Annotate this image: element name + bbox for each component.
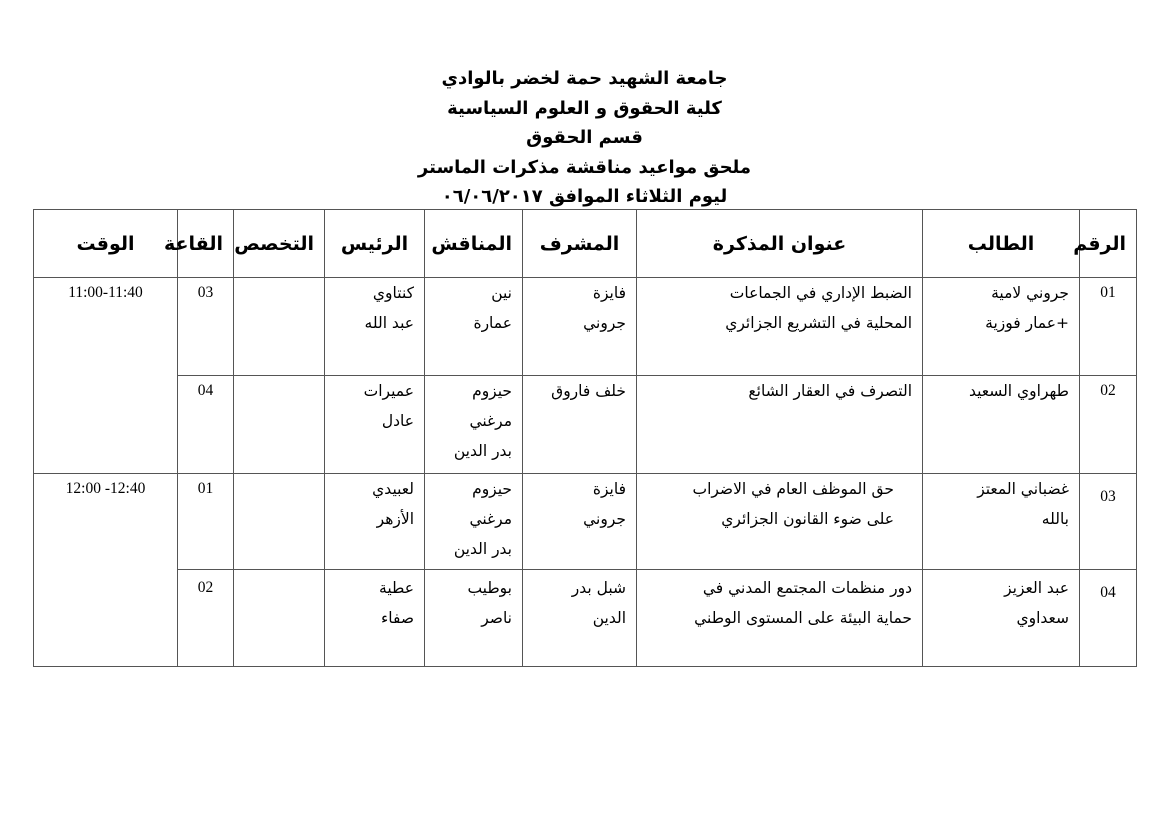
thesis-line: التصرف في العقار الشائع: [748, 382, 912, 400]
row-examiner: [425, 376, 523, 474]
col-header-president: الرئيس: [325, 210, 425, 278]
row-thesis: [637, 278, 923, 376]
row-examiner: [425, 278, 523, 376]
row-specialty: [234, 376, 325, 474]
document-date: ليوم الثلاثاء الموافق ٠٦/٠٦/٢٠١٧: [441, 186, 728, 207]
col-header-num: الرقم: [1080, 210, 1137, 278]
examiner-line: بدر الدين: [453, 540, 512, 558]
department-name: قسم الحقوق: [526, 127, 643, 148]
header-row: [34, 210, 1137, 278]
time-slot-1: 11:00-11:40: [34, 278, 178, 474]
document-header: [0, 64, 1169, 212]
row-supervisor: [523, 474, 637, 570]
examiner-line: نين: [491, 284, 512, 302]
supervisor-line: فايزة: [592, 480, 626, 498]
faculty-name: كلية الحقوق و العلوم السياسية: [447, 97, 722, 119]
row-num-text: 04: [1100, 584, 1116, 601]
supervisor-line: جروني: [583, 314, 626, 332]
row-room: 03: [178, 278, 234, 376]
table-row: [34, 376, 1137, 474]
col-header-thesis: عنوان المذكرة: [637, 210, 923, 278]
student-line: طهراوي السعيد: [968, 382, 1069, 400]
supervisor-line: شبل بدر: [571, 579, 626, 597]
row-num: 01: [1080, 278, 1137, 376]
document-title: ملحق مواعيد مناقشة مذكرات الماستر: [417, 156, 752, 178]
supervisor-line: جروني: [583, 510, 626, 528]
row-supervisor: [523, 570, 637, 667]
examiner-line: حيزوم: [472, 382, 512, 400]
row-supervisor: [523, 278, 637, 376]
row-student: [923, 278, 1080, 376]
examiner-line: حيزوم: [472, 480, 512, 498]
president-line: عطية: [379, 579, 414, 597]
thesis-line: حق الموظف العام في الاضراب: [692, 480, 894, 498]
examiner-line: بدر الدين: [453, 442, 512, 460]
university-name: جامعة الشهيد حمة لخضر بالوادي: [441, 68, 728, 89]
row-specialty: [234, 570, 325, 667]
col-header-specialty: التخصص: [234, 210, 325, 278]
president-line: عبد الله: [364, 314, 414, 332]
col-header-examiner: المناقش: [425, 210, 523, 278]
examiner-line: مرغني: [469, 412, 512, 430]
student-line: سعداوي: [1016, 609, 1069, 627]
table-row: [34, 474, 1137, 570]
row-room: 04: [178, 376, 234, 474]
supervisor-line: الدين: [592, 609, 626, 627]
row-student: [923, 570, 1080, 667]
row-supervisor: [523, 376, 637, 474]
supervisor-line: فايزة: [592, 284, 626, 302]
president-line: لعبيدي: [372, 480, 414, 498]
president-line: كنتاوي: [372, 284, 414, 302]
student-line: بالله: [1041, 510, 1069, 528]
row-num: 02: [1080, 376, 1137, 474]
time-slot-2: 12:40- 12:00: [34, 474, 178, 667]
thesis-line: على ضوء القانون الجزائري: [721, 510, 894, 528]
col-header-supervisor: المشرف: [523, 210, 637, 278]
thesis-line: دور منظمات المجتمع المدني في: [702, 579, 912, 597]
row-room-text: 02: [197, 579, 214, 596]
thesis-line: الضبط الإداري في الجماعات: [729, 284, 912, 302]
table-row: [34, 570, 1137, 667]
student-line: جروني لامية: [991, 284, 1069, 302]
student-line: +عمار فوزية: [985, 314, 1069, 332]
row-specialty: [234, 278, 325, 376]
row-president: [325, 376, 425, 474]
student-line: غضباني المعتز: [977, 480, 1069, 498]
president-line: عادل: [381, 412, 414, 430]
row-room: [178, 570, 234, 667]
president-line: صفاء: [380, 609, 414, 627]
row-examiner: [425, 570, 523, 667]
row-president: [325, 570, 425, 667]
row-thesis: [637, 570, 923, 667]
thesis-line: المحلية في التشريع الجزائري: [725, 314, 912, 332]
row-num-text: 03: [1100, 488, 1116, 505]
supervisor-line: خلف فاروق: [551, 382, 626, 400]
student-line: عبد العزيز: [1004, 579, 1069, 597]
col-header-room: القاعة: [178, 210, 234, 278]
examiner-line: مرغني: [469, 510, 512, 528]
row-specialty: [234, 474, 325, 570]
row-student: [923, 376, 1080, 474]
examiner-line: بوطيب: [467, 579, 512, 597]
row-num: [1080, 474, 1137, 570]
examiner-line: عمارة: [473, 314, 512, 332]
row-thesis: [637, 474, 923, 570]
row-num: [1080, 570, 1137, 667]
president-line: الأزهر: [376, 510, 414, 528]
row-examiner: [425, 474, 523, 570]
row-room: 01: [178, 474, 234, 570]
row-president: [325, 278, 425, 376]
col-header-time: الوقت: [34, 210, 178, 278]
table-row: [34, 278, 1137, 376]
president-line: عميرات: [363, 382, 414, 400]
col-header-student: الطالب: [923, 210, 1080, 278]
thesis-line: حماية البيئة على المستوى الوطني: [694, 609, 912, 627]
row-student: [923, 474, 1080, 570]
row-president: [325, 474, 425, 570]
row-thesis: [637, 376, 923, 474]
schedule-table: [33, 209, 1137, 667]
examiner-line: ناصر: [481, 609, 512, 627]
